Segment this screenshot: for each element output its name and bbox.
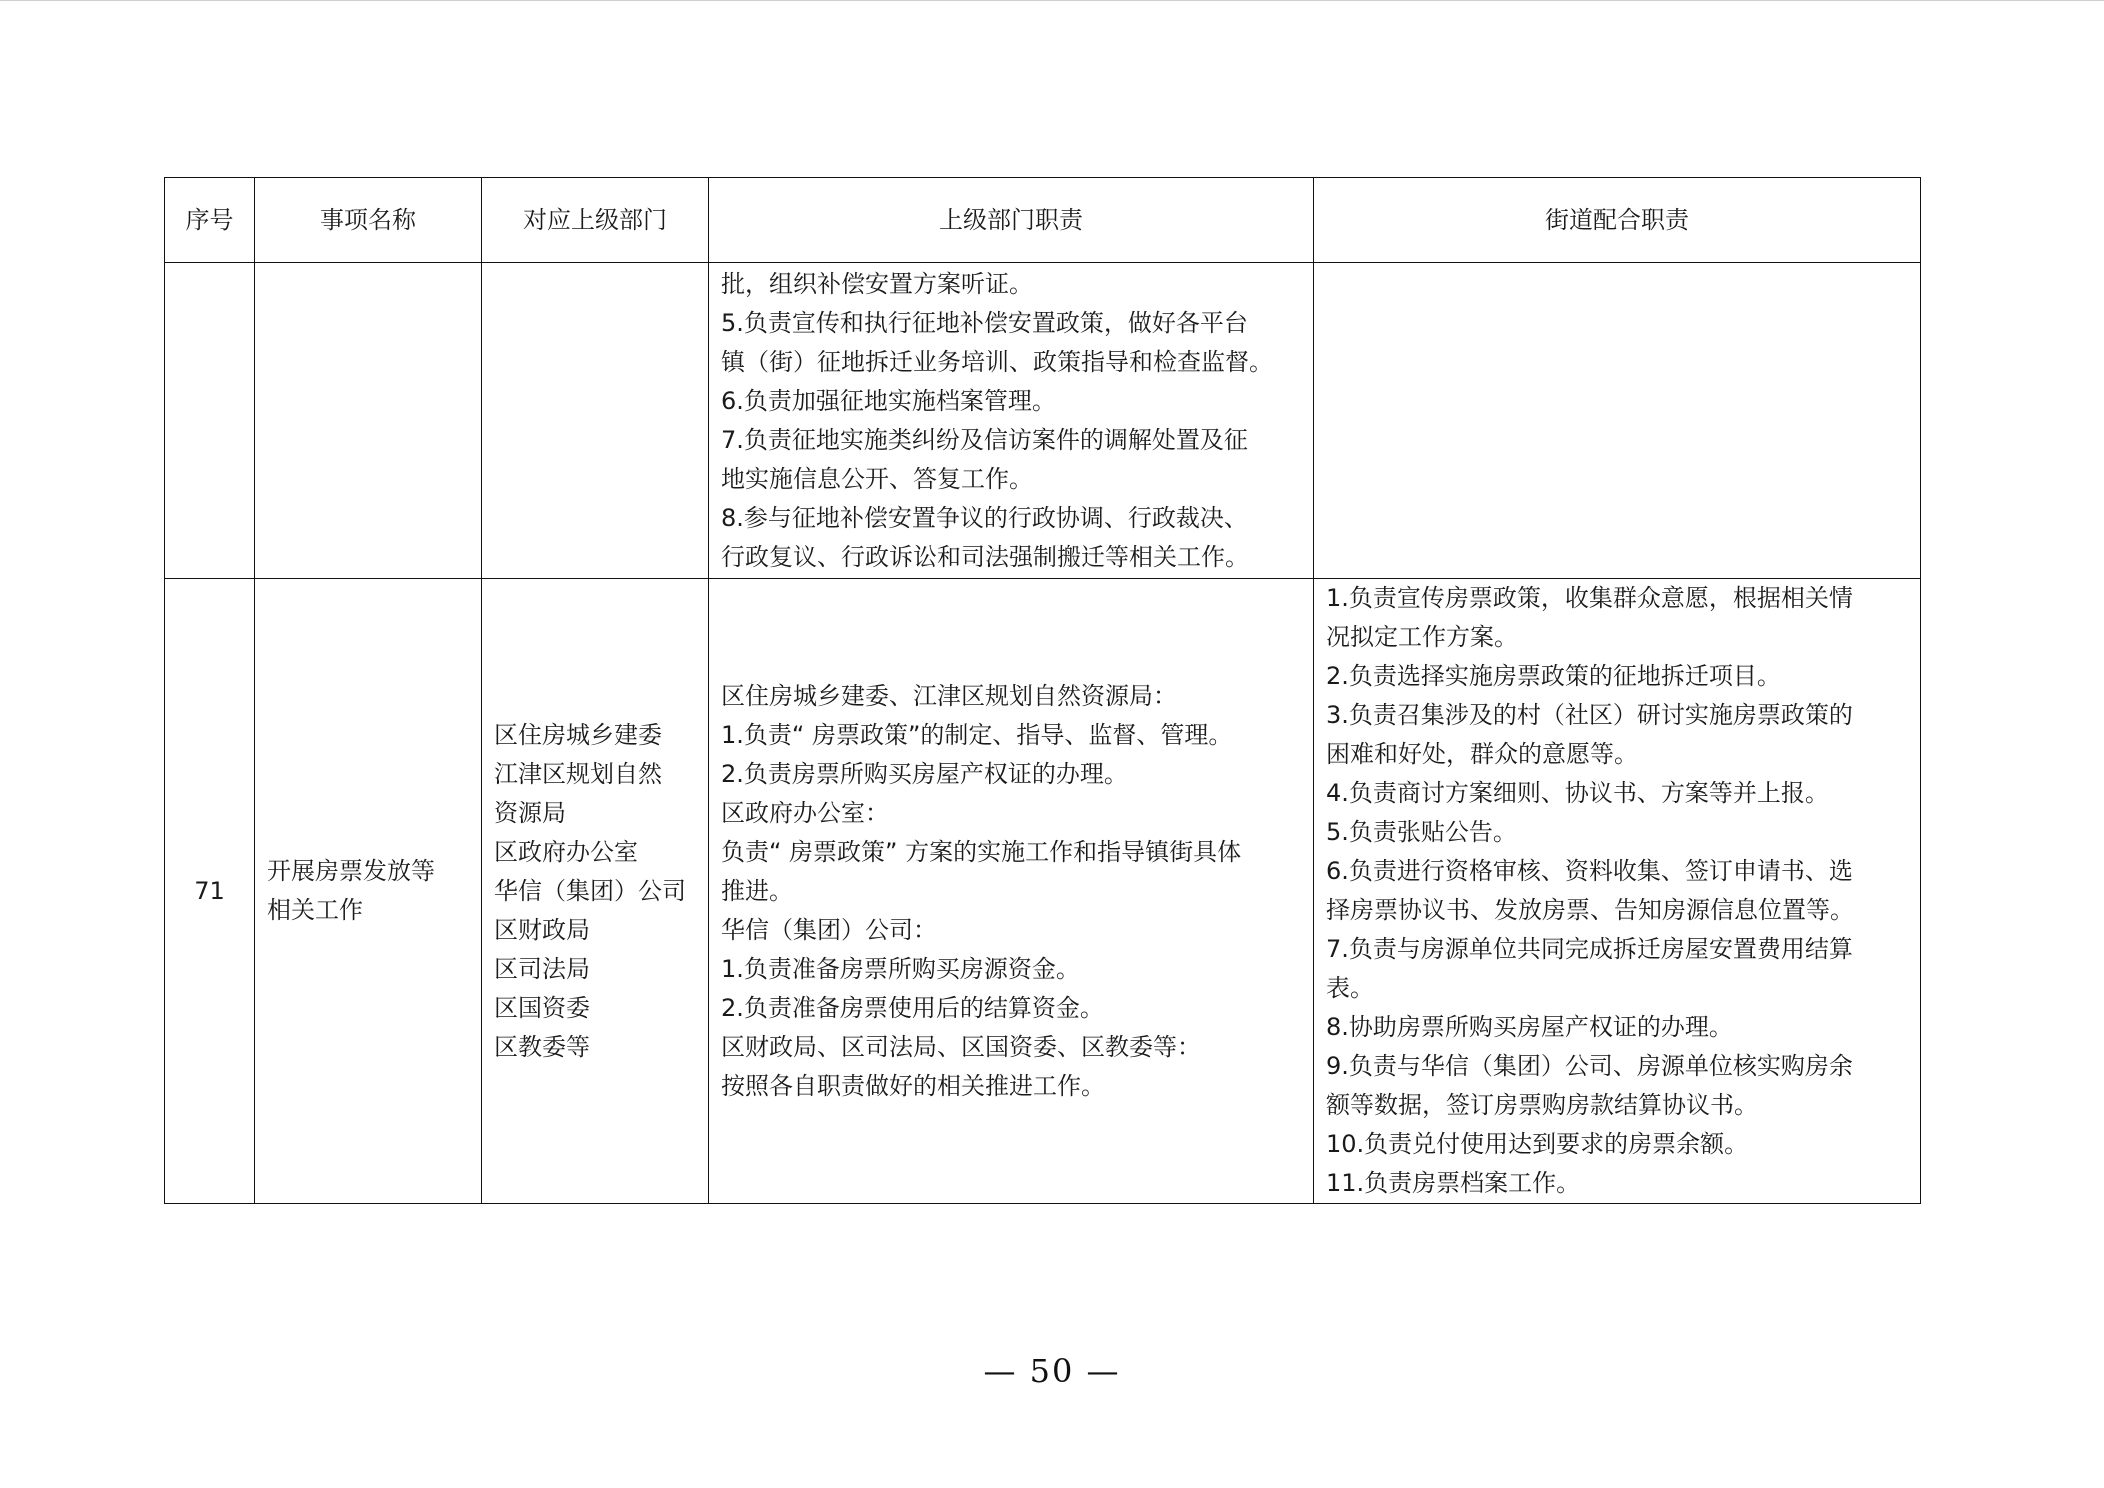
table-row-continued: [165, 263, 1921, 579]
text-line: 10.负责兑付使用达到要求的房票余额。: [1326, 1130, 1749, 1158]
text-line: 区教委等: [494, 1032, 590, 1061]
text-line: 资源局: [494, 798, 566, 827]
text-line: 江津区规划自然: [494, 759, 662, 788]
text-line: 8.协助房票所购买房屋产权证的办理。: [1326, 1013, 1733, 1041]
cell-street-duty-empty: [1314, 263, 1921, 579]
text-line: 额等数据，签订房票购房款结算协议书。: [1326, 1091, 1758, 1119]
text-line: 负责“ 房票政策” 方案的实施工作和指导镇街具体: [721, 837, 1242, 866]
text-line: 5.负责张贴公告。: [1326, 818, 1517, 846]
page-number: — 50 —: [983, 1352, 1121, 1390]
text-line: 1.负责宣传房票政策，收集群众意愿，根据相关情: [1326, 584, 1853, 612]
text-line: 8.参与征地补偿安置争议的行政协调、行政裁决、: [721, 503, 1248, 532]
text-line: 华信（集团）公司: [494, 876, 686, 905]
text-line: 区国资委: [494, 993, 590, 1022]
text-line: 区财政局: [494, 915, 590, 944]
table-row-71: [165, 579, 1921, 1204]
text-line: 区财政局、区司法局、区国资委、区教委等：: [721, 1032, 1201, 1061]
text-line: 区政府办公室: [494, 837, 638, 866]
text-line: 择房票协议书、发放房票、告知房源信息位置等。: [1326, 896, 1854, 924]
cell-upper-duty: [709, 579, 1314, 1204]
text-line: 行政复议、行政诉讼和司法强制搬迁等相关工作。: [721, 542, 1249, 571]
text-line: 5.负责宣传和执行征地补偿安置政策，做好各平台: [721, 308, 1248, 337]
text-line: 表。: [1326, 974, 1374, 1002]
cell-seq-empty: [165, 263, 255, 579]
text-line: 况拟定工作方案。: [1326, 623, 1518, 651]
cell-upper-dept-empty: [482, 263, 709, 579]
text-line: 2.负责房票所购买房屋产权证的办理。: [721, 759, 1128, 788]
cell-upper-dept: [482, 579, 709, 1204]
text-line: 区住房城乡建委、江津区规划自然资源局：: [721, 681, 1177, 710]
header-item-name: 事项名称: [255, 178, 482, 263]
header-upper-duty: 上级部门职责: [709, 178, 1314, 263]
cell-item-name-empty: [255, 263, 482, 579]
text-line: 7.负责征地实施类纠纷及信访案件的调解处置及征: [721, 425, 1248, 454]
text-line: 推进。: [721, 876, 793, 905]
cell-item-name: [255, 579, 482, 1204]
text-line: 镇（街）征地拆迁业务培训、政策指导和检查监督。: [721, 347, 1273, 376]
cell-upper-duty-continued: [709, 263, 1314, 579]
header-seq: 序号: [165, 178, 255, 263]
cell-seq: 71: [165, 579, 255, 1204]
text-line: 11.负责房票档案工作。: [1326, 1169, 1581, 1197]
text-line: 地实施信息公开、答复工作。: [721, 464, 1033, 493]
page-top-border: [0, 0, 2104, 1]
text-line: 区政府办公室：: [721, 798, 889, 827]
text-line: 开展房票发放等: [267, 857, 435, 885]
table-header-row: [165, 178, 1921, 263]
text-line: 3.负责召集涉及的村（社区）研讨实施房票政策的: [1326, 701, 1853, 729]
text-line: 6.负责加强征地实施档案管理。: [721, 386, 1056, 415]
duty-table: [164, 177, 1921, 1204]
text-line: 1.负责准备房票所购买房源资金。: [721, 954, 1080, 983]
text-line: 6.负责进行资格审核、资料收集、签订申请书、选: [1326, 857, 1853, 885]
cell-street-duty: [1314, 579, 1921, 1204]
text-line: 困难和好处，群众的意愿等。: [1326, 740, 1638, 768]
header-upper-dept: 对应上级部门: [482, 178, 709, 263]
text-line: 区司法局: [494, 954, 590, 983]
text-line: 华信（集团）公司：: [721, 915, 937, 944]
text-line: 9.负责与华信（集团）公司、房源单位核实购房余: [1326, 1052, 1853, 1080]
text-line: 批，组织补偿安置方案听证。: [721, 269, 1033, 298]
text-line: 区住房城乡建委: [494, 720, 662, 749]
text-line: 相关工作: [267, 896, 363, 924]
header-street-duty: 街道配合职责: [1314, 178, 1921, 263]
text-line: 7.负责与房源单位共同完成拆迁房屋安置费用结算: [1326, 935, 1853, 963]
text-line: 2.负责准备房票使用后的结算资金。: [721, 993, 1104, 1022]
text-line: 1.负责“ 房票政策”的制定、指导、监督、管理。: [721, 720, 1233, 749]
text-line: 2.负责选择实施房票政策的征地拆迁项目。: [1326, 662, 1781, 690]
text-line: 4.负责商讨方案细则、协议书、方案等并上报。: [1326, 779, 1829, 807]
text-line: 按照各自职责做好的相关推进工作。: [721, 1071, 1105, 1100]
